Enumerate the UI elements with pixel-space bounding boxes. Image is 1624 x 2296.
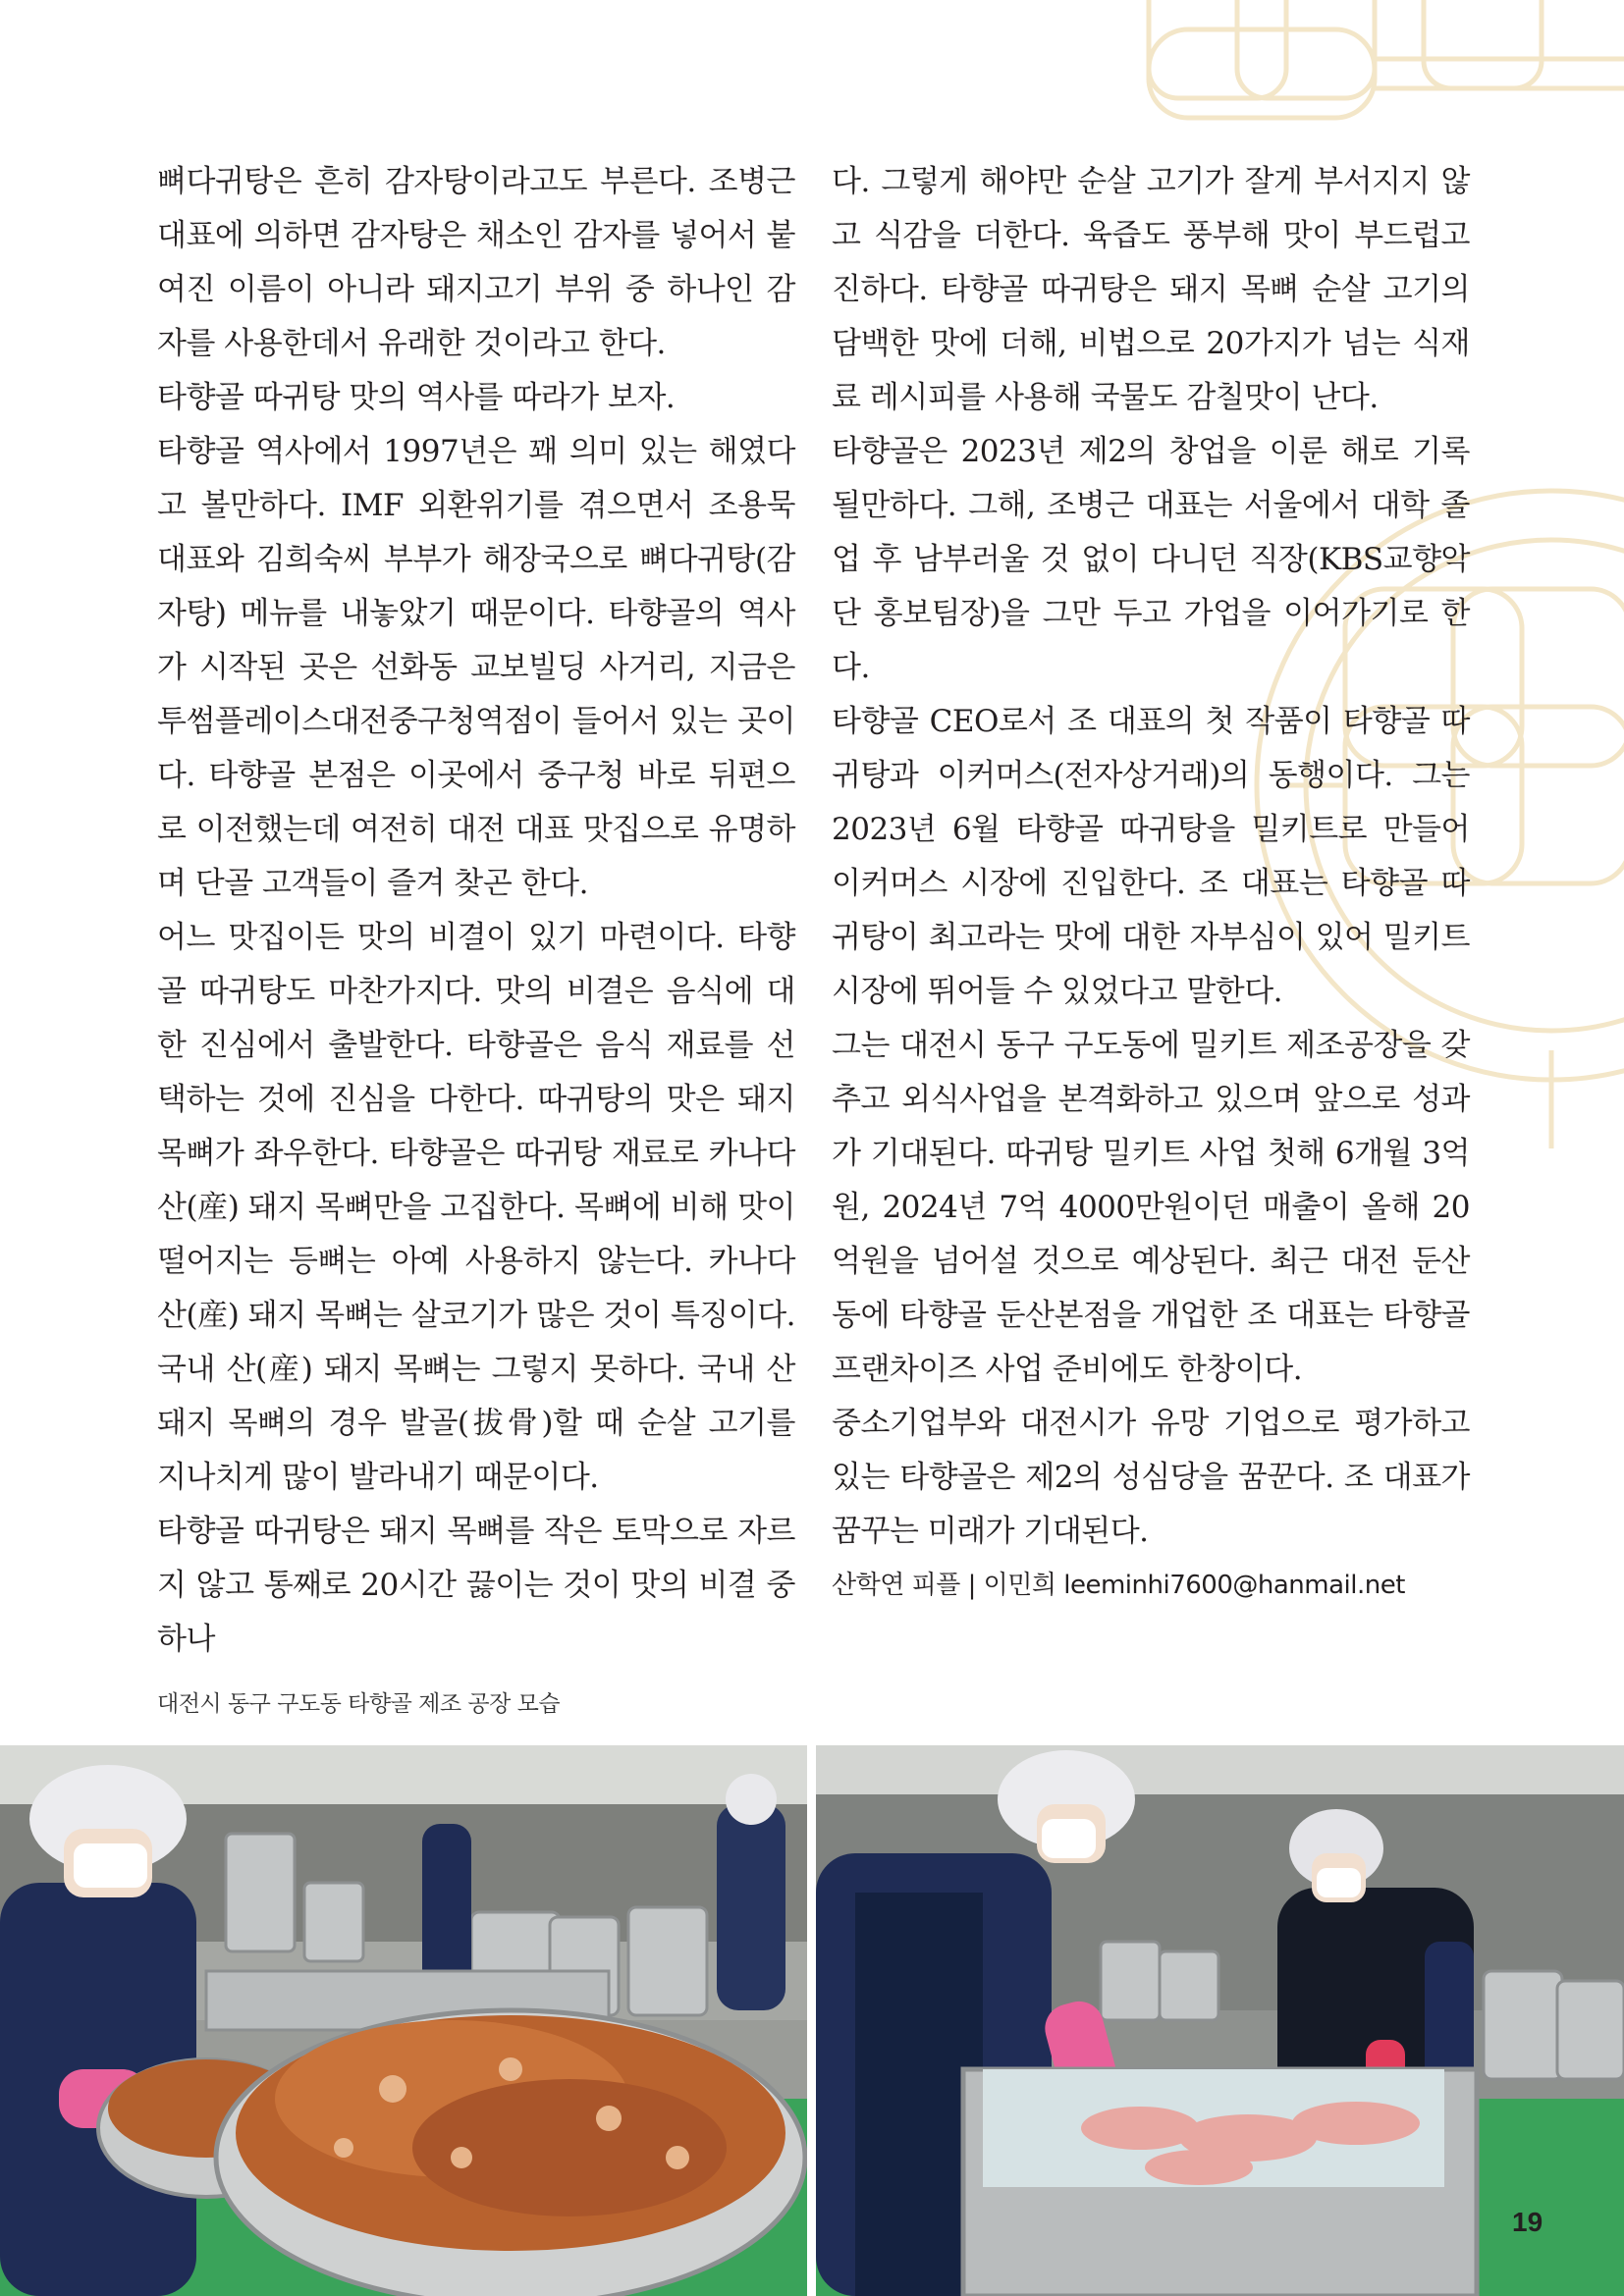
- paragraph: 뼈다귀탕은 흔히 감자탕이라고도 부른다. 조병근 대표에 의하면 감자탕은 채소인 감자를 넣어서 붙여진 이름이 아니라 돼지고기 부위 중 하나인 감자를 사용한데서 유래한 것이라고 한다.: [157, 164, 795, 361]
- factory-photo-right: [816, 1745, 1624, 2296]
- article-column-left: [157, 155, 795, 1667]
- paragraph: 중소기업부와 대전시가 유망 기업으로 평가하고 있는 타향골은 제2의 성심당을 꿈꾼다. 조 대표가 꿈꾸는 미래가 기대된다.: [832, 1406, 1470, 1549]
- knot-ornament-top: [1129, 0, 1624, 147]
- paragraph: 타향골 따귀탕 맛의 역사를 따라가 보자.: [157, 380, 676, 415]
- author-byline: 산학연 피플 | 이민희 leeminhi7600@hanmail.net: [832, 1571, 1405, 1600]
- paragraph: 타향골 CEO로서 조 대표의 첫 작품이 타향골 따귀탕과 이커머스(전자상거래)의 동행이다. 그는 2023년 6월 타향골 따귀탕을 밀키트로 만들어 이커머스 시장에 진입한다. 조 대표는 타향골 따귀탕이 최고라는 맛에 대한 자부심이 있어 밀키트 시장에 뛰어들 수 있었다고 말한다.: [832, 704, 1470, 1009]
- page-number: 19: [1512, 2207, 1543, 2237]
- paragraph: 어느 맛집이든 맛의 비결이 있기 마련이다. 타향골 따귀탕도 마찬가지다. 맛의 비결은 음식에 대한 진심에서 출발한다. 타향골은 음식 재료를 선택하는 것에 진심을 다한다. 따귀탕의 맛은 돼지 목뼈가 좌우한다. 타향골은 따귀탕 재료로 카나다 산(産) 돼지 목뼈만을 고집한다. 목뼈에 비해 맛이 떨어지는 등뼈는 아예 사용하지 않는다. 카나다 산(産) 돼지 목뼈는 살코기가 많은 것이 특징이다. 국내 산(産) 돼지 목뼈는 그렇지 못하다. 국내 산 돼지 목뼈의 경우 발골(拔骨)할 때 순살 고기를 지나치게 많이 발라내기 때문이다.: [157, 920, 795, 1495]
- paragraph: 타향골 역사에서 1997년은 꽤 의미 있는 해였다고 볼만하다. IMF 외환위기를 겪으면서 조용묵 대표와 김희숙씨 부부가 해장국으로 뼈다귀탕(감자탕) 메뉴를 내놓았기 때문이다. 타향골의 역사가 시작된 곳은 선화동 교보빌딩 사거리, 지금은 투썸플레이스대전중구청역점이 들어서 있는 곳이다. 타향골 본점은 이곳에서 중구청 바로 뒤편으로 이전했는데 여전히 대전 대표 맛집으로 유명하며 단골 고객들이 즐겨 찾곤 한다.: [157, 434, 795, 901]
- factory-photo-left: [0, 1745, 807, 2296]
- paragraph: 그는 대전시 동구 구도동에 밀키트 제조공장을 갖추고 외식사업을 본격화하고 있으며 앞으로 성과가 기대된다. 따귀탕 밀키트 사업 첫해 6개월 3억원, 2024년 7억 4000만원이던 매출이 올해 20억원을 넘어설 것으로 예상된다. 최근 대전 둔산동에 타향골 둔산본점을 개업한 조 대표는 타향골 프랜차이즈 사업 준비에도 한창이다.: [832, 1028, 1470, 1387]
- paragraph: 타향골 따귀탕은 돼지 목뼈를 작은 토막으로 자르지 않고 통째로 20시간 끓이는 것이 맛의 비결 중 하나: [157, 1514, 795, 1657]
- paragraph: 타향골은 2023년 제2의 창업을 이룬 해로 기록될만하다. 그해, 조병근 대표는 서울에서 대학 졸업 후 남부러울 것 없이 다니던 직장(KBS교향악단 홍보팀장)을 그만 두고 가업을 이어가기로 한다.: [832, 434, 1470, 685]
- photo-caption: 대전시 동구 구도동 타향골 제조 공장 모습: [157, 1691, 561, 1717]
- paragraph: 다. 그렇게 해야만 순살 고기가 잘게 부서지지 않고 식감을 더한다. 육즙도 풍부해 맛이 부드럽고 진하다. 타향골 따귀탕은 돼지 목뼈 순살 고기의 담백한 맛에 더해, 비법으로 20가지가 넘는 식재료 레시피를 사용해 국물도 감칠맛이 난다.: [832, 164, 1470, 415]
- article-column-right: [832, 155, 1470, 1613]
